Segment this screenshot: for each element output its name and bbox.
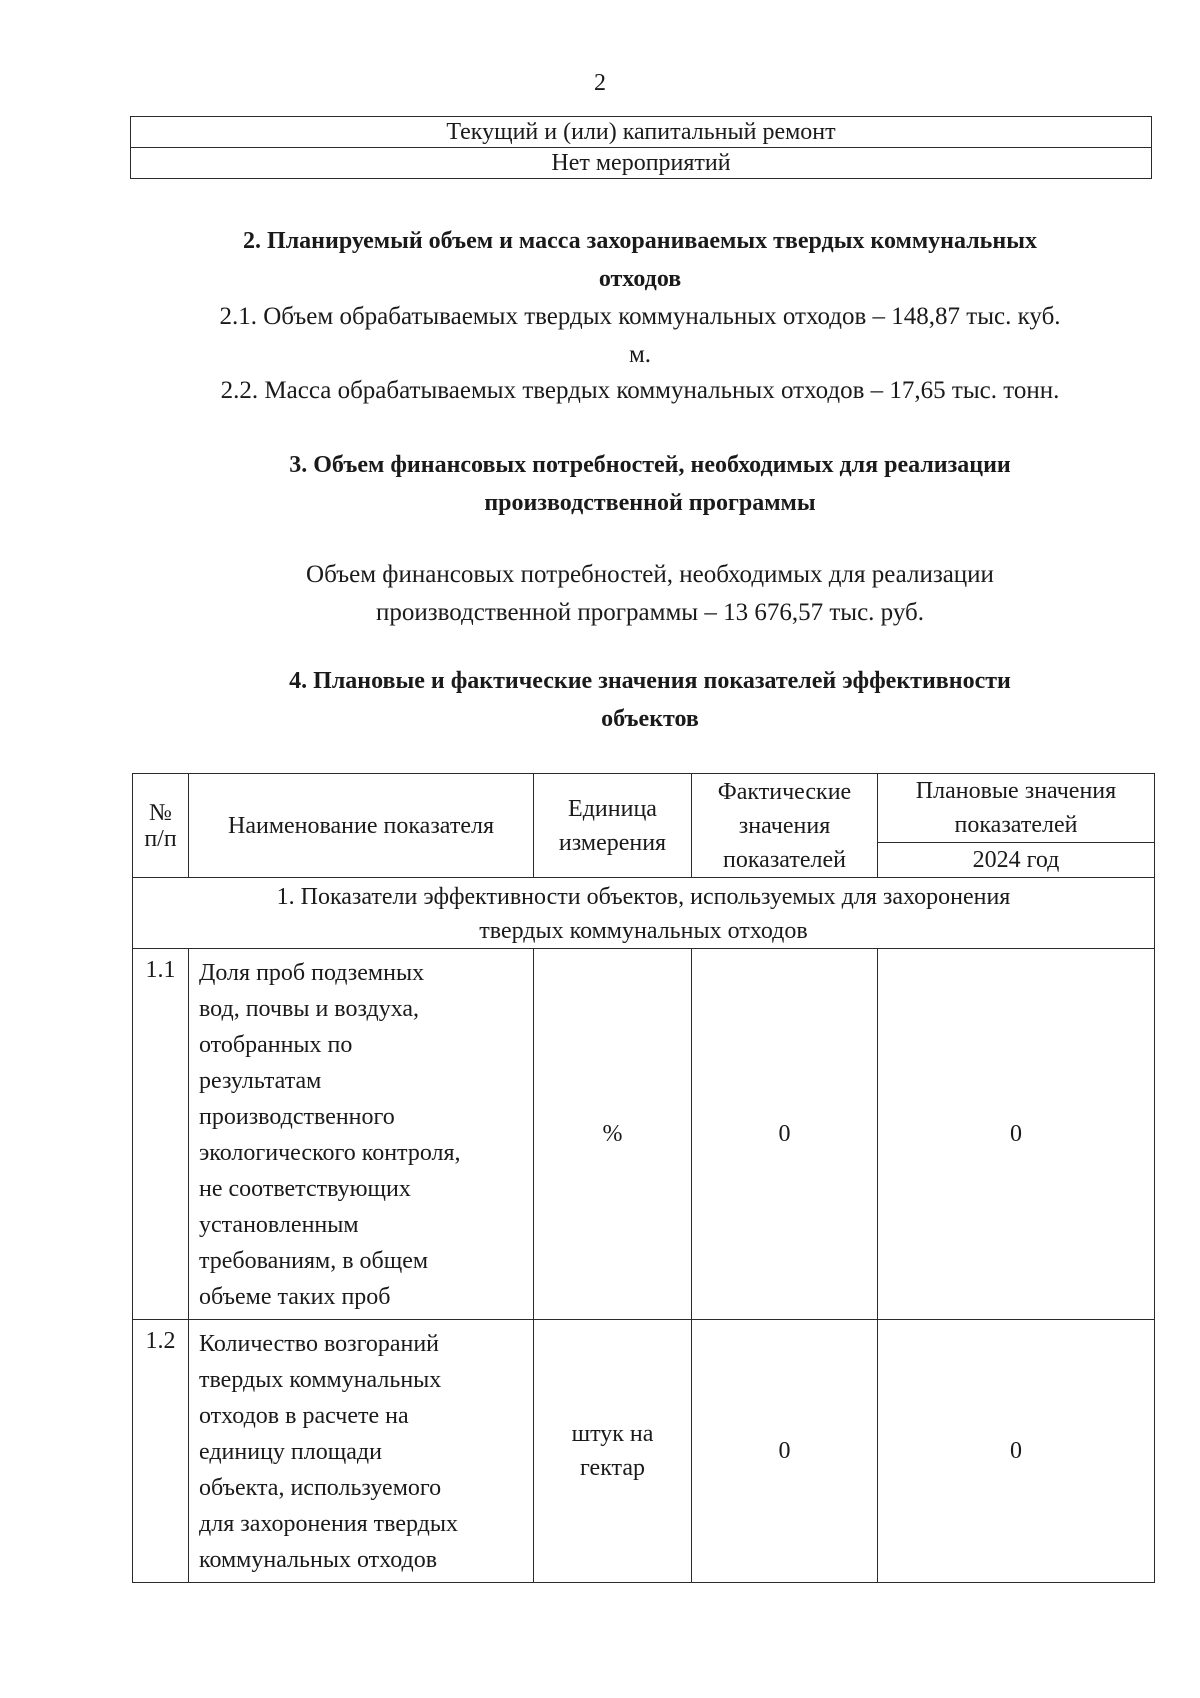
row-number: 1.1 xyxy=(133,949,189,1320)
header-planned-line: показателей xyxy=(954,812,1078,838)
table-header-row xyxy=(133,774,1155,843)
header-unit xyxy=(534,774,692,878)
text-line: 2.2. Масса обрабатываемых твердых коммунальных отходов – 17,65 тыс. тонн. xyxy=(220,377,1060,404)
name-line: коммунальных отходов xyxy=(199,1547,438,1573)
table-row xyxy=(131,148,1152,179)
name-line: Количество возгораний xyxy=(199,1331,440,1357)
text-line: м. xyxy=(628,341,652,368)
efficiency-table xyxy=(132,773,1155,1583)
header-unit-line: Единица xyxy=(568,795,657,822)
name-line: для захоронения твердых xyxy=(199,1511,459,1537)
section-2-item-1 xyxy=(120,298,1160,374)
name-line: объекта, используемого xyxy=(199,1475,442,1501)
header-num-line: № xyxy=(149,799,172,826)
unit-line: гектар xyxy=(580,1455,645,1481)
table-row xyxy=(133,949,1155,1320)
section-3-text xyxy=(200,556,1100,632)
indicator-name xyxy=(189,949,534,1320)
name-line: отобранных по xyxy=(199,1032,353,1058)
heading-line: производственной программы xyxy=(484,490,816,516)
name-line: не соответствующих xyxy=(199,1176,411,1202)
name-line: требованиям, в общем xyxy=(199,1248,429,1274)
unit-line: % xyxy=(602,1121,623,1147)
text-line: Объем финансовых потребностей, необходимых для реализации xyxy=(306,561,994,588)
name-line: экологического контроля, xyxy=(199,1140,461,1166)
header-num-line: п/п xyxy=(144,825,177,852)
header-num xyxy=(133,774,189,878)
name-line: отходов в расчете на xyxy=(199,1403,409,1429)
header-actual-line: показателей xyxy=(723,846,846,873)
repair-table xyxy=(130,116,1152,179)
name-line: производственного xyxy=(199,1104,395,1130)
unit-line: штук на xyxy=(571,1421,654,1447)
section-3-heading xyxy=(200,446,1100,522)
indicator-name xyxy=(189,1320,534,1583)
page-number: 2 xyxy=(594,70,606,96)
heading-line: 2. Планируемый объем и масса захораниваемых твердых коммунальных xyxy=(243,228,1037,254)
actual-value: 0 xyxy=(692,949,878,1320)
heading-line: 3. Объем финансовых потребностей, необходимых для реализации xyxy=(289,452,1011,478)
name-line: результатам xyxy=(199,1068,322,1094)
section-2-heading xyxy=(140,222,1140,298)
section-2-item-2 xyxy=(120,372,1160,410)
unit-cell xyxy=(534,1320,692,1583)
no-measures-cell: Нет мероприятий xyxy=(131,148,1152,179)
repair-type-cell: Текущий и (или) капитальный ремонт xyxy=(131,117,1152,148)
heading-line: отходов xyxy=(598,266,682,292)
heading-line: 4. Плановые и фактические значения показателей эффективности xyxy=(289,668,1011,694)
name-line: Доля проб подземных xyxy=(199,960,425,986)
section-4-heading xyxy=(200,662,1100,738)
header-year: 2024 год xyxy=(878,843,1155,878)
name-line: объеме таких проб xyxy=(199,1284,391,1310)
table-row xyxy=(133,1320,1155,1583)
header-unit-line: измерения xyxy=(558,829,667,856)
header-actual-line: значения xyxy=(738,812,831,839)
row-number: 1.2 xyxy=(133,1320,189,1583)
table-section-row xyxy=(133,878,1155,949)
section-title-line: 1. Показатели эффективности объектов, используемых для захоронения xyxy=(276,884,1011,910)
header-actual xyxy=(692,774,878,878)
section-title-line: твердых коммунальных отходов xyxy=(479,918,808,944)
unit-cell xyxy=(534,949,692,1320)
section-title-cell xyxy=(133,878,1155,949)
heading-line: объектов xyxy=(601,706,699,732)
name-line: установленным xyxy=(199,1212,359,1238)
header-planned xyxy=(878,774,1155,843)
planned-value: 0 xyxy=(878,1320,1155,1583)
header-actual-line: Фактические xyxy=(717,778,852,805)
table-row xyxy=(131,117,1152,148)
header-name: Наименование показателя xyxy=(189,774,534,878)
name-line: единицу площади xyxy=(199,1439,382,1465)
name-line: вод, почвы и воздуха, xyxy=(199,996,420,1022)
header-planned-line: Плановые значения xyxy=(915,778,1117,804)
text-line: 2.1. Объем обрабатываемых твердых коммунальных отходов – 148,87 тыс. куб. xyxy=(219,303,1061,330)
name-line: твердых коммунальных xyxy=(199,1367,442,1393)
planned-value: 0 xyxy=(878,949,1155,1320)
actual-value: 0 xyxy=(692,1320,878,1583)
text-line: производственной программы – 13 676,57 тыс. руб. xyxy=(376,599,924,626)
